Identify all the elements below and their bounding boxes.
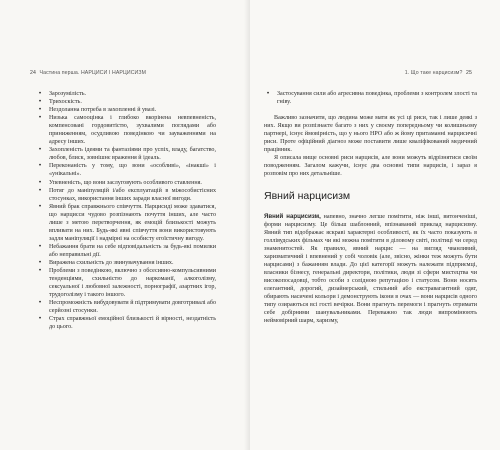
right-page <box>250 0 500 450</box>
bullet-icon: • <box>266 90 270 97</box>
page-number-left: 24 <box>30 70 36 76</box>
bullet-icon: • <box>38 98 42 106</box>
list-item: • Трихоскість. <box>38 98 82 106</box>
lead-text: напевно, значно легше помітити, ніж інші, витонченіші, форми нарцисизму. Це більш шаблонний, впізнаваний приклад нарцисизму. Явний тип відображає яскраві характерні особливості, як їх часто показують в голлівудських фільмах чи які можна помітити в діловому світі, політиці чи серед знаменитостей. Як правило, явний нарцис — на вигляд чванливий, харизматичний і впевнений у собі чоловік (але, звісно, жінки теж можуть бути нарцисами) з бажанням влади. До цієї категорії можуть належати підприємці, власники бізнесу, генеральні директори, політики, люди зі сфери мистецтва чи високопосадовці, тобто особи з солідною репутацією і статусом. Вони носять елегантний, дорогий, дизайнерський, стильний або екстравагантний одяг, обирають насичені кольори і демонструють ікони в очах — вони нарцисів одного типу озираються всі гості вечірки. Вони прагнуть перемоги і прагнуть отримати себе добірними шанувальниками. Переважно так люди випромінюють неймовірний шарм, харизму, <box>264 213 477 325</box>
bullet-icon: • <box>38 186 42 194</box>
list-item: • Нездоланна потреба в захопленні й увазі. <box>38 106 157 114</box>
list-item: • Страх справжньої емоційної близькості й вірності, нездатність до цього. <box>38 315 216 331</box>
body-paragraph <box>264 213 477 326</box>
symptom-list <box>36 90 216 331</box>
list-item: • Потяг до маніпуляцій і/або експлуатацій в міжособистісних стосунках, використання інших заради власної вигоди. <box>38 186 216 202</box>
list-item: • Зарозумілість. <box>38 90 87 97</box>
body-paragraph: Важливо зазначити, що людина може мати як усі ці риси, так і лише деякі з них. Якщо ви розпізнаєте багато з них у своєму попередньому чи колишньому партнері, існує ймовірність, що у нього НРО або ж йому притаманні нарцисичні риси. Проте офіційний діагноз може поставити лише кваліфікований медичний працівник. <box>264 115 477 154</box>
list-item: • Захопленість ідеями та фантазіями про успіх, владу, багатство, любов, блиск, зовнішнє враження й ідеаль. <box>38 146 216 162</box>
bullet-icon: • <box>38 258 42 266</box>
list-item: • Застосування сили або агресивна поведінка, проблеми з контролем злості та гніву. <box>266 90 477 106</box>
list-item: • Переконаність у тому, що вони «особливі», «інакші» і «унікальні». <box>38 162 216 178</box>
bullet-icon: • <box>38 90 42 97</box>
list-item: • Упевненість, що вони заслуговують особливого ставлення. <box>38 178 202 186</box>
bullet-icon: • <box>38 202 42 210</box>
continued-list <box>264 90 477 106</box>
list-item: • Низька самооцінка і глибоко вкорінена невпевненість, компенсовані гордовитістю, зухвалими поглядами або приниженням, осудливою поведінкою чи зауваженнями на адресу інших. <box>38 114 216 146</box>
left-column <box>36 90 216 331</box>
list-item: • Явний брак справжнього співчуття. Нарцисиді може здаватися, що нарцисси чудово розпізнають почуття інших, але часто лише з метою перетворчення, як емоцій близькості можуть впливати на них. Будь-які явні співчуття вони використовують задля маніпуляції і надмірні на особисту егоїстичну вигоду. <box>38 202 216 242</box>
list-item: • Неспроможність вибудовувати й підтримувати довготривалі або серйозні стосунки. <box>38 299 216 315</box>
section-title-right: 1. Що таке нарцисизм? <box>404 70 463 76</box>
list-item: • Проблеми з поведінкою, включно з обсесивно-компульсивними тенденціями, схильністю до наркоманії, алкоголізму, сексуальної і любовної залежності, порнографії, азартних ігор, трудоголізму і такого іншого. <box>38 267 216 299</box>
bullet-icon: • <box>38 106 42 114</box>
bullet-icon: • <box>38 267 42 275</box>
lead-term: Явний нарцисизм, <box>264 212 321 220</box>
page-number-right: 25 <box>466 70 472 76</box>
bullet-icon: • <box>38 146 42 154</box>
body-paragraph: Я описала вище основні риси нарцисів, але вони можуть відрізнятися своїм поводженням. Загалом кажучи, існує два основні типи нарцисів, і зараз я розповім про них детальніше. <box>264 155 477 178</box>
running-header-right <box>405 70 474 76</box>
bullet-icon: • <box>38 299 42 307</box>
list-item: • Небажання брати на себе відповідальність за будь-які помилки або неправильні дії. <box>38 242 216 258</box>
section-title-left: Частина перша. НАРЦИСИ І НАРЦИСИЗМ <box>39 70 147 76</box>
bullet-icon: • <box>38 162 42 170</box>
section-heading: Явний нарцисизм <box>264 190 351 203</box>
list-item: • Виражена схильність до звинувачування інших. <box>38 258 174 266</box>
bullet-icon: • <box>38 315 42 323</box>
running-header-left <box>28 70 146 76</box>
bullet-icon: • <box>38 242 42 250</box>
bullet-icon: • <box>38 178 42 186</box>
right-column <box>264 90 477 325</box>
bullet-icon: • <box>38 114 42 122</box>
